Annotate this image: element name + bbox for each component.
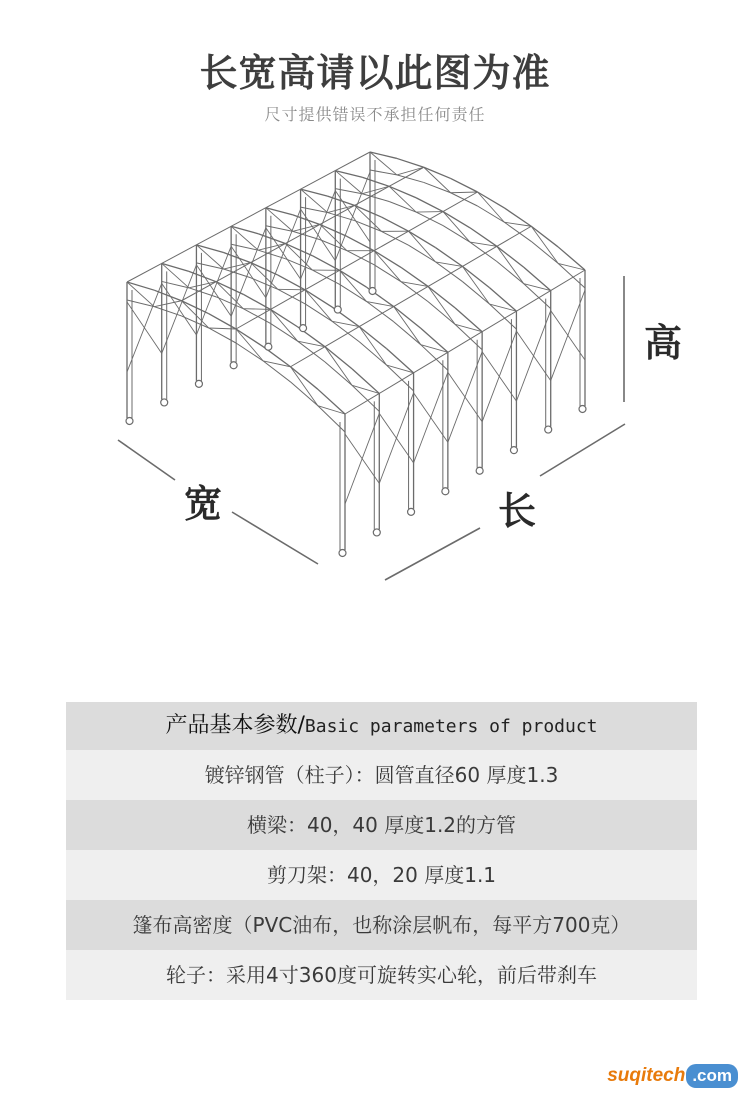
watermark-name: suqitech xyxy=(607,1065,686,1086)
width-dimension-line xyxy=(232,512,318,564)
truss-line xyxy=(409,231,436,262)
arch-line xyxy=(231,244,258,250)
arch-line xyxy=(401,282,428,302)
arch-line xyxy=(478,206,505,222)
beam-line xyxy=(231,208,266,227)
wheel-icon xyxy=(161,399,168,406)
arch-line xyxy=(409,231,436,247)
arch-line xyxy=(251,263,278,275)
arch-line xyxy=(374,265,401,282)
height-label: 高 xyxy=(644,320,683,365)
parameters-title-en: Basic parameters of product xyxy=(304,716,598,737)
arch-line xyxy=(209,314,236,329)
truss-line xyxy=(154,301,181,307)
arch-line xyxy=(236,343,263,361)
arch-line xyxy=(401,267,428,286)
arch-line xyxy=(236,329,263,347)
truss-line xyxy=(320,224,347,250)
truss-line xyxy=(305,290,332,321)
arch-line xyxy=(443,212,470,228)
wheel-icon xyxy=(408,508,415,515)
arch-line xyxy=(271,323,298,341)
truss-line xyxy=(424,167,451,192)
arch-line xyxy=(209,328,236,343)
wheel-icon xyxy=(545,426,552,433)
truss-line xyxy=(189,282,216,288)
arch-line xyxy=(251,278,278,290)
arch-line xyxy=(389,186,416,197)
arch-line xyxy=(531,226,558,247)
arch-line xyxy=(216,282,243,295)
arch-line xyxy=(478,192,505,208)
beam-line xyxy=(305,270,340,290)
arch-line xyxy=(382,217,409,231)
arch-line xyxy=(367,302,394,322)
arch-line xyxy=(435,248,462,267)
parameter-row: 镀锌钢管（柱子）：圆管直径60 厚度1.3 xyxy=(66,750,697,800)
truss-line xyxy=(389,186,416,212)
parameter-row: 篷布高密度（PVC油布，也称涂层帆布，每平方700克） xyxy=(66,900,697,950)
parameter-row: 轮子：采用4寸360度可旋转实心轮，前后带刹车 xyxy=(66,950,697,1000)
beam-line xyxy=(291,347,325,367)
arch-line xyxy=(305,290,332,307)
arch-line xyxy=(416,198,443,212)
arch-line xyxy=(182,301,209,314)
width-label: 宽 xyxy=(184,481,223,526)
truss-line xyxy=(355,205,382,231)
arch-line xyxy=(374,251,401,268)
beam-line xyxy=(389,167,424,186)
arch-line xyxy=(216,297,243,309)
arch-line xyxy=(504,222,531,241)
truss-line xyxy=(251,263,278,290)
arch-line xyxy=(497,246,524,267)
canopy-structure-diagram xyxy=(0,140,750,600)
arch-line xyxy=(370,170,397,175)
wheel-icon xyxy=(579,406,586,413)
wheel-icon xyxy=(373,529,380,536)
page-title: 长宽高请以此图为准 xyxy=(199,50,551,95)
wheel-icon xyxy=(230,362,237,369)
arch-line xyxy=(305,304,332,321)
beam-line xyxy=(162,245,197,264)
beam-line xyxy=(443,192,478,212)
truss-line xyxy=(236,329,263,361)
arch-line xyxy=(504,208,531,226)
parameters-table xyxy=(66,702,697,1000)
wheel-icon xyxy=(510,447,517,454)
arch-line xyxy=(409,245,436,262)
parameters-title-cn: 产品基本参数 xyxy=(165,713,298,738)
parameter-row: 横梁：40，40 厚度1.2的方管 xyxy=(66,800,697,850)
wheel-icon xyxy=(265,343,272,350)
truss-line xyxy=(443,212,470,242)
arch-line xyxy=(443,226,470,242)
parameters-header xyxy=(66,702,697,750)
arch-line xyxy=(258,234,285,244)
wheel-icon xyxy=(476,467,483,474)
truss-line xyxy=(362,186,389,193)
truss-line xyxy=(451,192,478,193)
beam-line xyxy=(355,186,390,205)
truss-line xyxy=(293,224,320,231)
truss-line xyxy=(478,192,505,222)
arch-line xyxy=(301,207,328,212)
beam-line xyxy=(335,152,370,171)
canopy-frame-drawing xyxy=(0,140,750,600)
length-dimension-line xyxy=(385,528,480,580)
arch-line xyxy=(424,167,451,178)
arch-line xyxy=(340,270,367,287)
truss-line xyxy=(340,270,367,301)
beam-line xyxy=(374,231,409,251)
arch-line xyxy=(451,178,478,192)
arch-line xyxy=(470,228,497,247)
beam-line xyxy=(266,189,301,208)
beam-line xyxy=(320,205,355,224)
arch-line xyxy=(355,221,382,232)
truss-line xyxy=(285,244,312,270)
beam-line xyxy=(127,263,162,282)
wheel-icon xyxy=(334,306,341,313)
arch-line xyxy=(470,242,497,261)
truss-line xyxy=(224,263,251,269)
arch-line xyxy=(285,244,312,256)
arch-line xyxy=(271,309,298,326)
arch-line xyxy=(340,284,367,301)
beam-line xyxy=(301,171,336,190)
watermark-domain: .com xyxy=(686,1064,738,1088)
arch-line xyxy=(397,175,424,183)
arch-line xyxy=(397,158,424,167)
truss-line xyxy=(271,309,298,341)
length-dimension-line xyxy=(540,424,625,476)
beam-line xyxy=(409,212,444,232)
wheel-icon xyxy=(442,488,449,495)
site-watermark xyxy=(607,1064,738,1088)
wheel-icon xyxy=(300,325,307,332)
arch-line xyxy=(293,215,320,225)
arch-line xyxy=(266,226,293,232)
parameter-row: 剪刀架：40，20 厚度1.1 xyxy=(66,850,697,900)
arch-line xyxy=(389,201,416,212)
arch-line xyxy=(320,224,347,236)
arch-line xyxy=(335,189,362,194)
beam-line xyxy=(325,327,359,347)
truss-line xyxy=(258,244,285,251)
wheel-icon xyxy=(126,418,133,425)
truss-line xyxy=(374,251,401,282)
width-dimension-line xyxy=(118,440,175,480)
truss-line xyxy=(397,167,424,175)
length-label: 长 xyxy=(498,488,537,533)
beam-line xyxy=(359,307,393,327)
arch-line xyxy=(355,205,382,217)
arch-line xyxy=(424,182,451,192)
truss-line xyxy=(209,328,236,329)
arch-line xyxy=(435,262,462,282)
arch-line xyxy=(182,316,209,328)
wheel-icon xyxy=(369,288,376,295)
arch-line xyxy=(362,194,389,202)
wheel-icon xyxy=(339,550,346,557)
parameters-title-separator: / xyxy=(297,713,305,738)
page-subtitle: 尺寸提供错误不承担任何责任 xyxy=(264,105,486,124)
beam-line xyxy=(196,226,231,245)
truss-line xyxy=(328,205,355,212)
beam-line xyxy=(340,251,375,271)
beam-line xyxy=(271,290,306,310)
wheel-icon xyxy=(195,380,202,387)
